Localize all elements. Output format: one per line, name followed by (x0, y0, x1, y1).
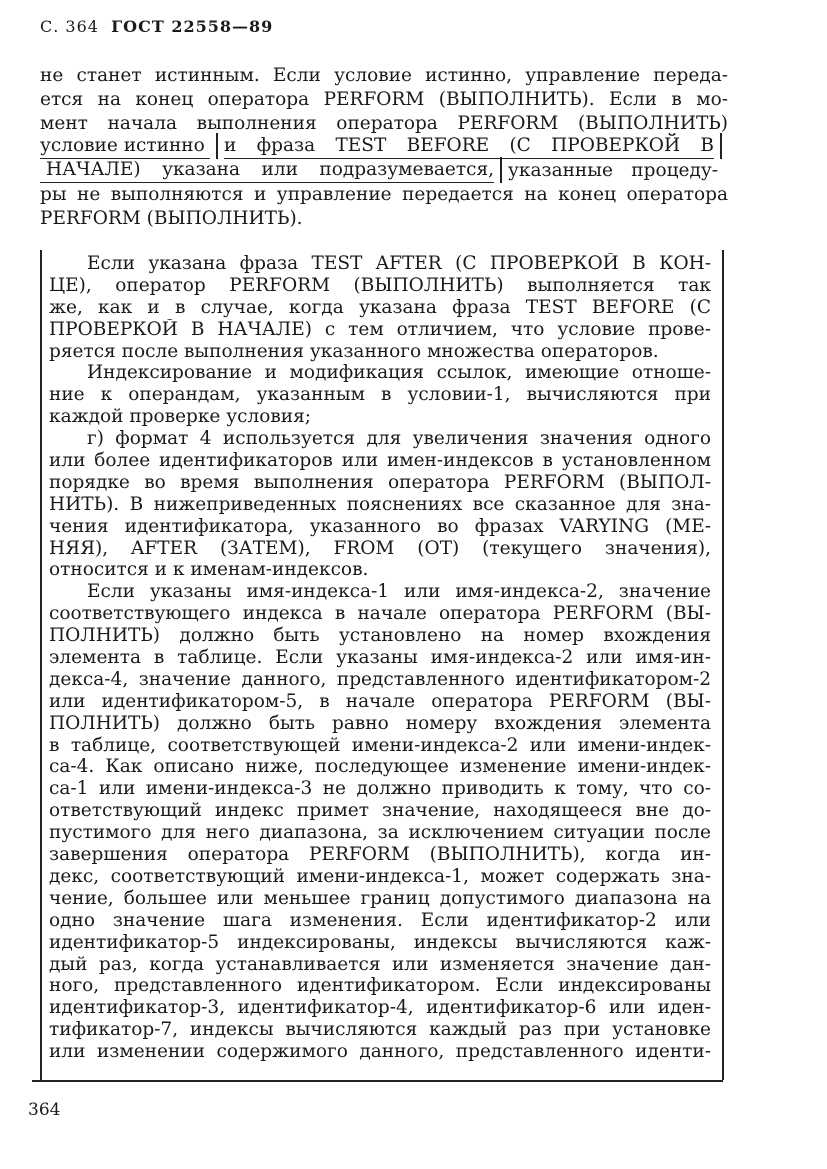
text-line: тификатор-7, индексы вычисляются каждый раз при установке (49, 1019, 711, 1041)
underlined-line-1 (40, 135, 728, 159)
text-line: дый раз, когда устанавливается или изменяется значение дан- (49, 953, 711, 975)
page-number: 364 (28, 1100, 61, 1120)
text-line: ПОЛНИТЬ) должно быть равно номеру вхождения элемента (49, 712, 711, 734)
text-line: НИТЬ). В нижеприведенных пояснениях все сказанное для зна- (49, 493, 711, 515)
underlined-assumed-text: НАЧАЛЕ) указана или подразумевается, (40, 158, 494, 183)
text-line: Если указаны имя-индекса-1 или имя-индекса-2, значение (87, 581, 711, 603)
text-line: НЯЯ), AFTER (ЗАТЕМ), FROM (ОТ) (текущего значения), (49, 537, 711, 559)
text-line: ние к операндам, указанным в условии-1, вычисляются при (49, 384, 711, 406)
underlined-condition-text: условие истинно (40, 134, 210, 159)
text-line: ПРОВЕРКОЙ В НАЧАЛЕ) с тем отличием, что условие прове- (49, 318, 711, 340)
text-line: порядке во время выполнения оператора PERFORM (ВЫПОЛ- (49, 471, 711, 493)
text-segment: указанные процеду- (508, 160, 718, 182)
text-line: Индексирование и модификация ссылок, имеющие отноше- (87, 362, 711, 384)
text-line: г) формат 4 используется для увеличения значения одного (87, 428, 711, 450)
text-line: ется на конец оператора PERFORM (ВЫПОЛНИТЬ). Если в мо- (40, 88, 728, 110)
page-header (40, 17, 273, 36)
boxed-text-divider (500, 157, 502, 183)
text-line: же, как и в случае, когда указана фраза TEST BEFORE (С (49, 296, 711, 318)
text-line: или изменении содержимого данного, представленного иденти- (49, 1041, 711, 1063)
text-line: или более идентификаторов или имен-индексов в установленном (49, 450, 711, 472)
text-line: идентификатор-3, идентификатор-4, идентификатор-6 или иден- (49, 997, 711, 1019)
text-line: чения идентификатора, указанного во фразах VARYING (МЕ- (49, 515, 711, 537)
text-line: каждой проверке условия; (49, 406, 312, 428)
text-line: са-4. Как описано ниже, последующее изменение имени-индек- (49, 756, 711, 778)
text-line: завершения оператора PERFORM (ВЫПОЛНИТЬ), когда ин- (49, 844, 711, 866)
underlined-test-before-text: и фраза TEST BEFORE (С ПРОВЕРКОЙ В (224, 134, 714, 159)
boxed-text-divider (216, 133, 218, 159)
text-line: идентификатор-5 индексированы, индексы вычисляются каж- (49, 931, 711, 953)
boxed-paragraphs (49, 253, 711, 1063)
text-line: декса-4, значение данного, представленного идентификатором-2 (49, 668, 711, 690)
text-line: Если указана фраза TEST AFTER (С ПРОВЕРКОЙ В КОН- (87, 253, 711, 274)
text-line: относится и к именам-индексов. (49, 559, 369, 581)
text-line: пустимого для него диапазона, за исключением ситуации после (49, 822, 711, 844)
text-line: элемента в таблице. Если указаны имя-индекса-2 или имя-ин- (49, 647, 711, 669)
text-line: декс, соответствующий имени-индекса-1, может содержать зна- (49, 865, 711, 887)
header-page-prefix: С. 364 (40, 17, 99, 36)
text-line: ного, представленного идентификатором. Если индексированы (49, 975, 711, 997)
text-line: ры не выполняются и управление передается на конец оператора (40, 183, 728, 205)
text-line: мент начала выполнения оператора PERFORM (ВЫПОЛНИТЬ) (40, 112, 728, 134)
text-line: в таблице, соответствующей имени-индекса-2 или имени-индек- (49, 734, 711, 756)
top-paragraph (40, 64, 728, 231)
text-line: одно значение шага изменения. Если идентификатор-2 или (49, 909, 711, 931)
text-line: ЦЕ), оператор PERFORM (ВЫПОЛНИТЬ) выполняется так (49, 274, 711, 296)
boxed-text-divider (720, 133, 722, 159)
text-line: чение, большее или меньшее границ допустимого диапазона на (49, 887, 711, 909)
text-line: PERFORM (ВЫПОЛНИТЬ). (40, 207, 303, 229)
text-line: соответствующего индекса в начале оператора PERFORM (ВЫ- (49, 603, 711, 625)
text-line: са-1 или имени-индекса-3 не должно приводить к тому, что со- (49, 778, 711, 800)
text-line: ПОЛНИТЬ) должно быть установлено на номер вхождения (49, 625, 711, 647)
boxed-section-bottom-rule (32, 1080, 723, 1082)
text-line: не станет истинным. Если условие истинно, управление переда- (40, 65, 728, 86)
underlined-line-2 (40, 159, 728, 183)
text-line: или идентификатором-5, в начале оператора PERFORM (ВЫ- (49, 690, 711, 712)
text-line: ответствующий индекс примет значение, находящееся вне до- (49, 800, 711, 822)
text-line: ряется после выполнения указанного множества операторов. (49, 340, 659, 362)
header-standard-title: ГОСТ 22558—89 (111, 17, 274, 36)
